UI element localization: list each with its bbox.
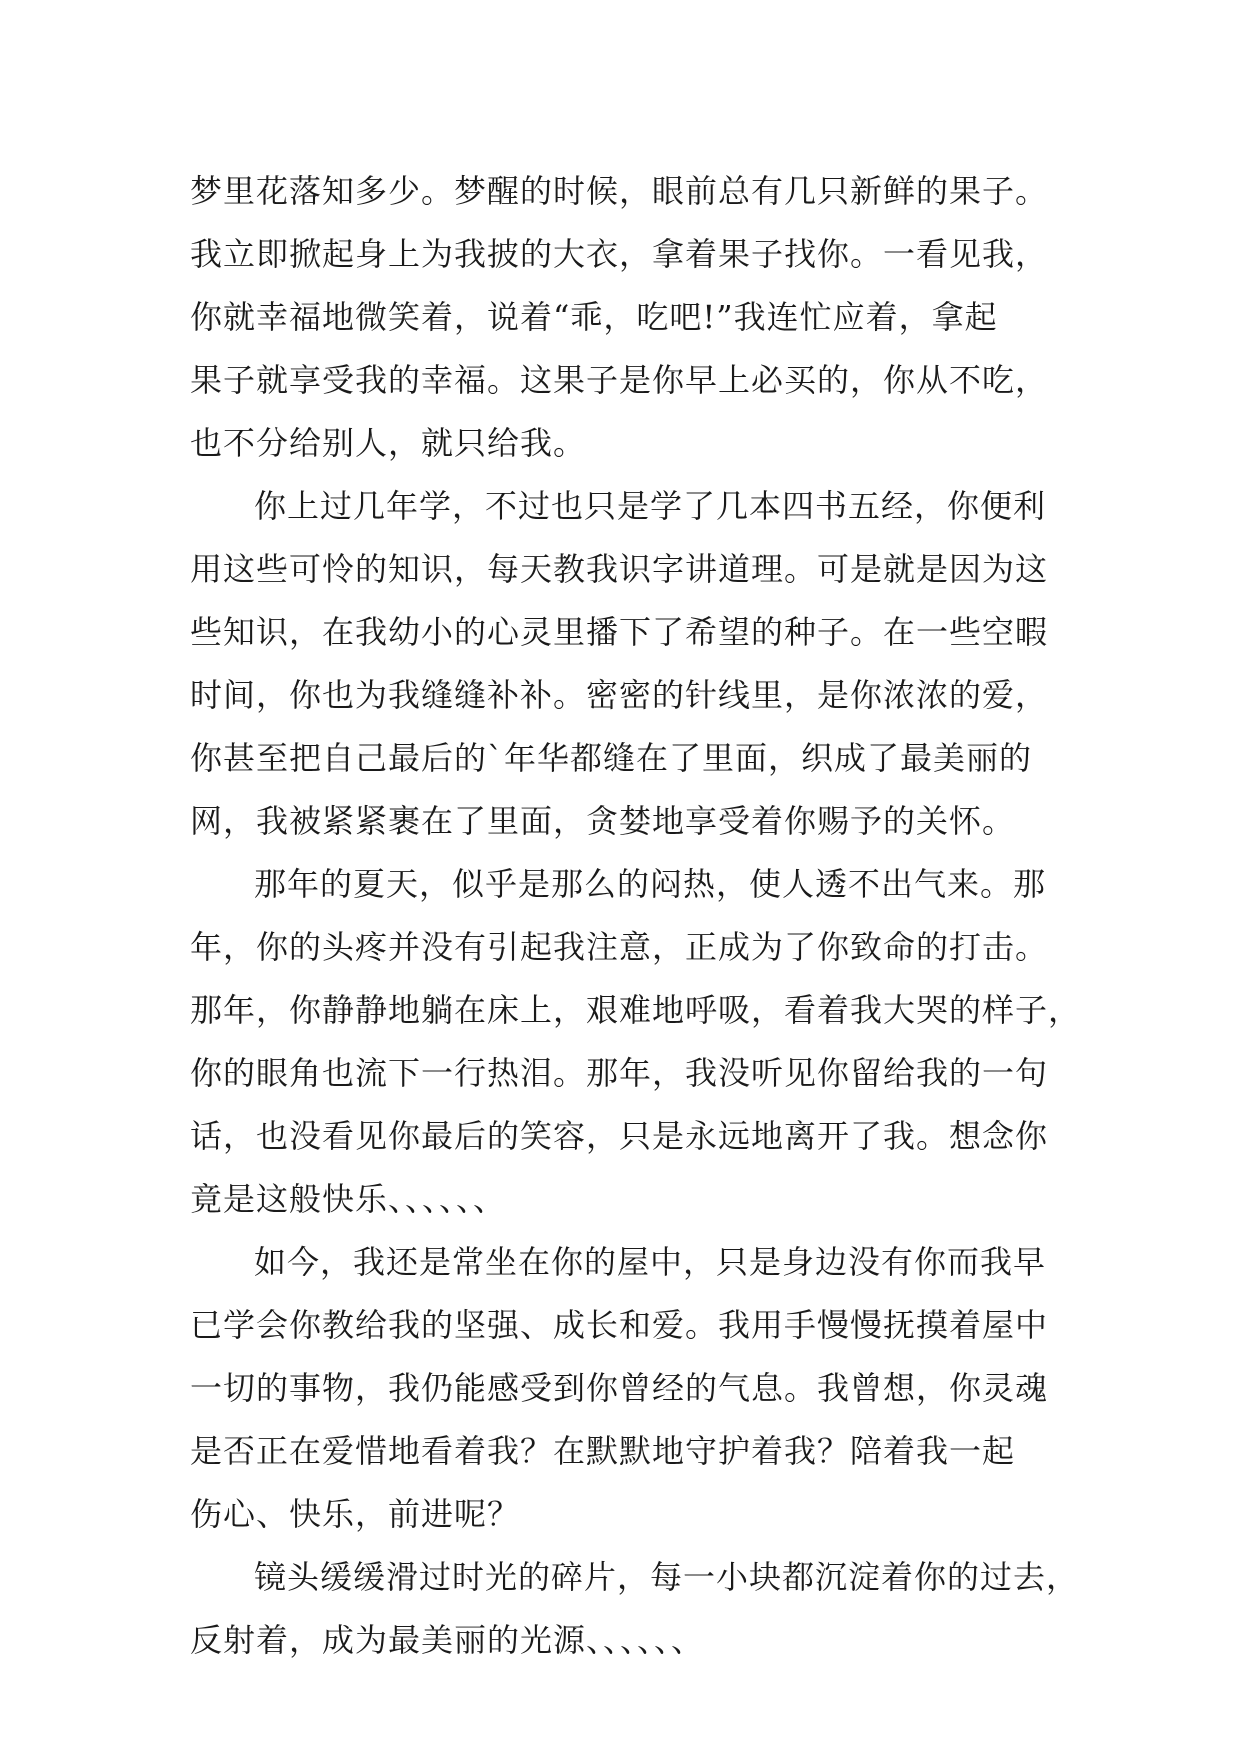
paragraph-4 [190,1231,1050,1546]
text-line: 些知识，在我幼小的心灵里播下了希望的种子。在一些空暇 [190,613,1049,651]
text-line: 时间，你也为我缝缝补补。密密的针线里，是你浓浓的爱， [190,676,1049,714]
text-line: 是否正在爱惜地看着我？在默默地守护着我？陪着我一起 [190,1432,1016,1470]
text-line: 话，也没看见你最后的笑容，只是永远地离开了我。想念你 [190,1117,1049,1155]
text-line: 我立即掀起身上为我披的大衣，拿着果子找你。一看见我， [190,235,1049,273]
text-line: 网，我被紧紧裹在了里面，贪婪地享受着你赐予的关怀。 [190,802,1016,840]
text-line: 那年的夏天，似乎是那么的闷热，使人透不出气来。那 [254,865,1047,903]
text-line: 镜头缓缓滑过时光的碎片，每一小块都沉淀着你的过去， [254,1558,1080,1596]
paragraph-2 [190,475,1050,853]
paragraph-3 [190,853,1082,1231]
text-line: 你的眼角也流下一行热泪。那年，我没听见你留给我的一句 [190,1054,1049,1092]
text-line: 那年，你静静地躺在床上，艰难地呼吸，看着我大哭的样子， [190,991,1082,1029]
text-line: 竟是这般快乐、、、、、、 [190,1180,507,1218]
document-body [190,160,1082,1672]
text-line: 你就幸福地微笑着，说着“乖，吃吧!”我连忙应着，拿起 [190,298,998,336]
text-line: 也不分给别人，就只给我。 [190,424,587,462]
text-line: 一切的事物，我仍能感受到你曾经的气息。我曾想，你灵魂 [190,1369,1049,1407]
text-line: 反射着，成为最美丽的光源、、、、、、 [190,1621,705,1659]
text-line: 如今，我还是常坐在你的屋中，只是身边没有你而我早 [254,1243,1047,1281]
paragraph-1 [190,160,1050,475]
paragraph-5 [190,1546,1080,1672]
text-line: 梦里花落知多少。梦醒的时候，眼前总有几只新鲜的果子。 [190,172,1049,210]
text-line: 伤心、快乐，前进呢？ [190,1495,521,1533]
text-line: 你甚至把自己最后的`年华都缝在了里面，织成了最美丽的 [190,739,1033,777]
text-line: 年，你的头疼并没有引起我注意，正成为了你致命的打击。 [190,928,1049,966]
text-line: 果子就享受我的幸福。这果子是你早上必买的，你从不吃， [190,361,1049,399]
text-line: 已学会你教给我的坚强、成长和爱。我用手慢慢抚摸着屋中 [190,1306,1049,1344]
text-line: 你上过几年学，不过也只是学了几本四书五经，你便利 [254,487,1047,525]
text-line: 用这些可怜的知识，每天教我识字讲道理。可是就是因为这 [190,550,1049,588]
